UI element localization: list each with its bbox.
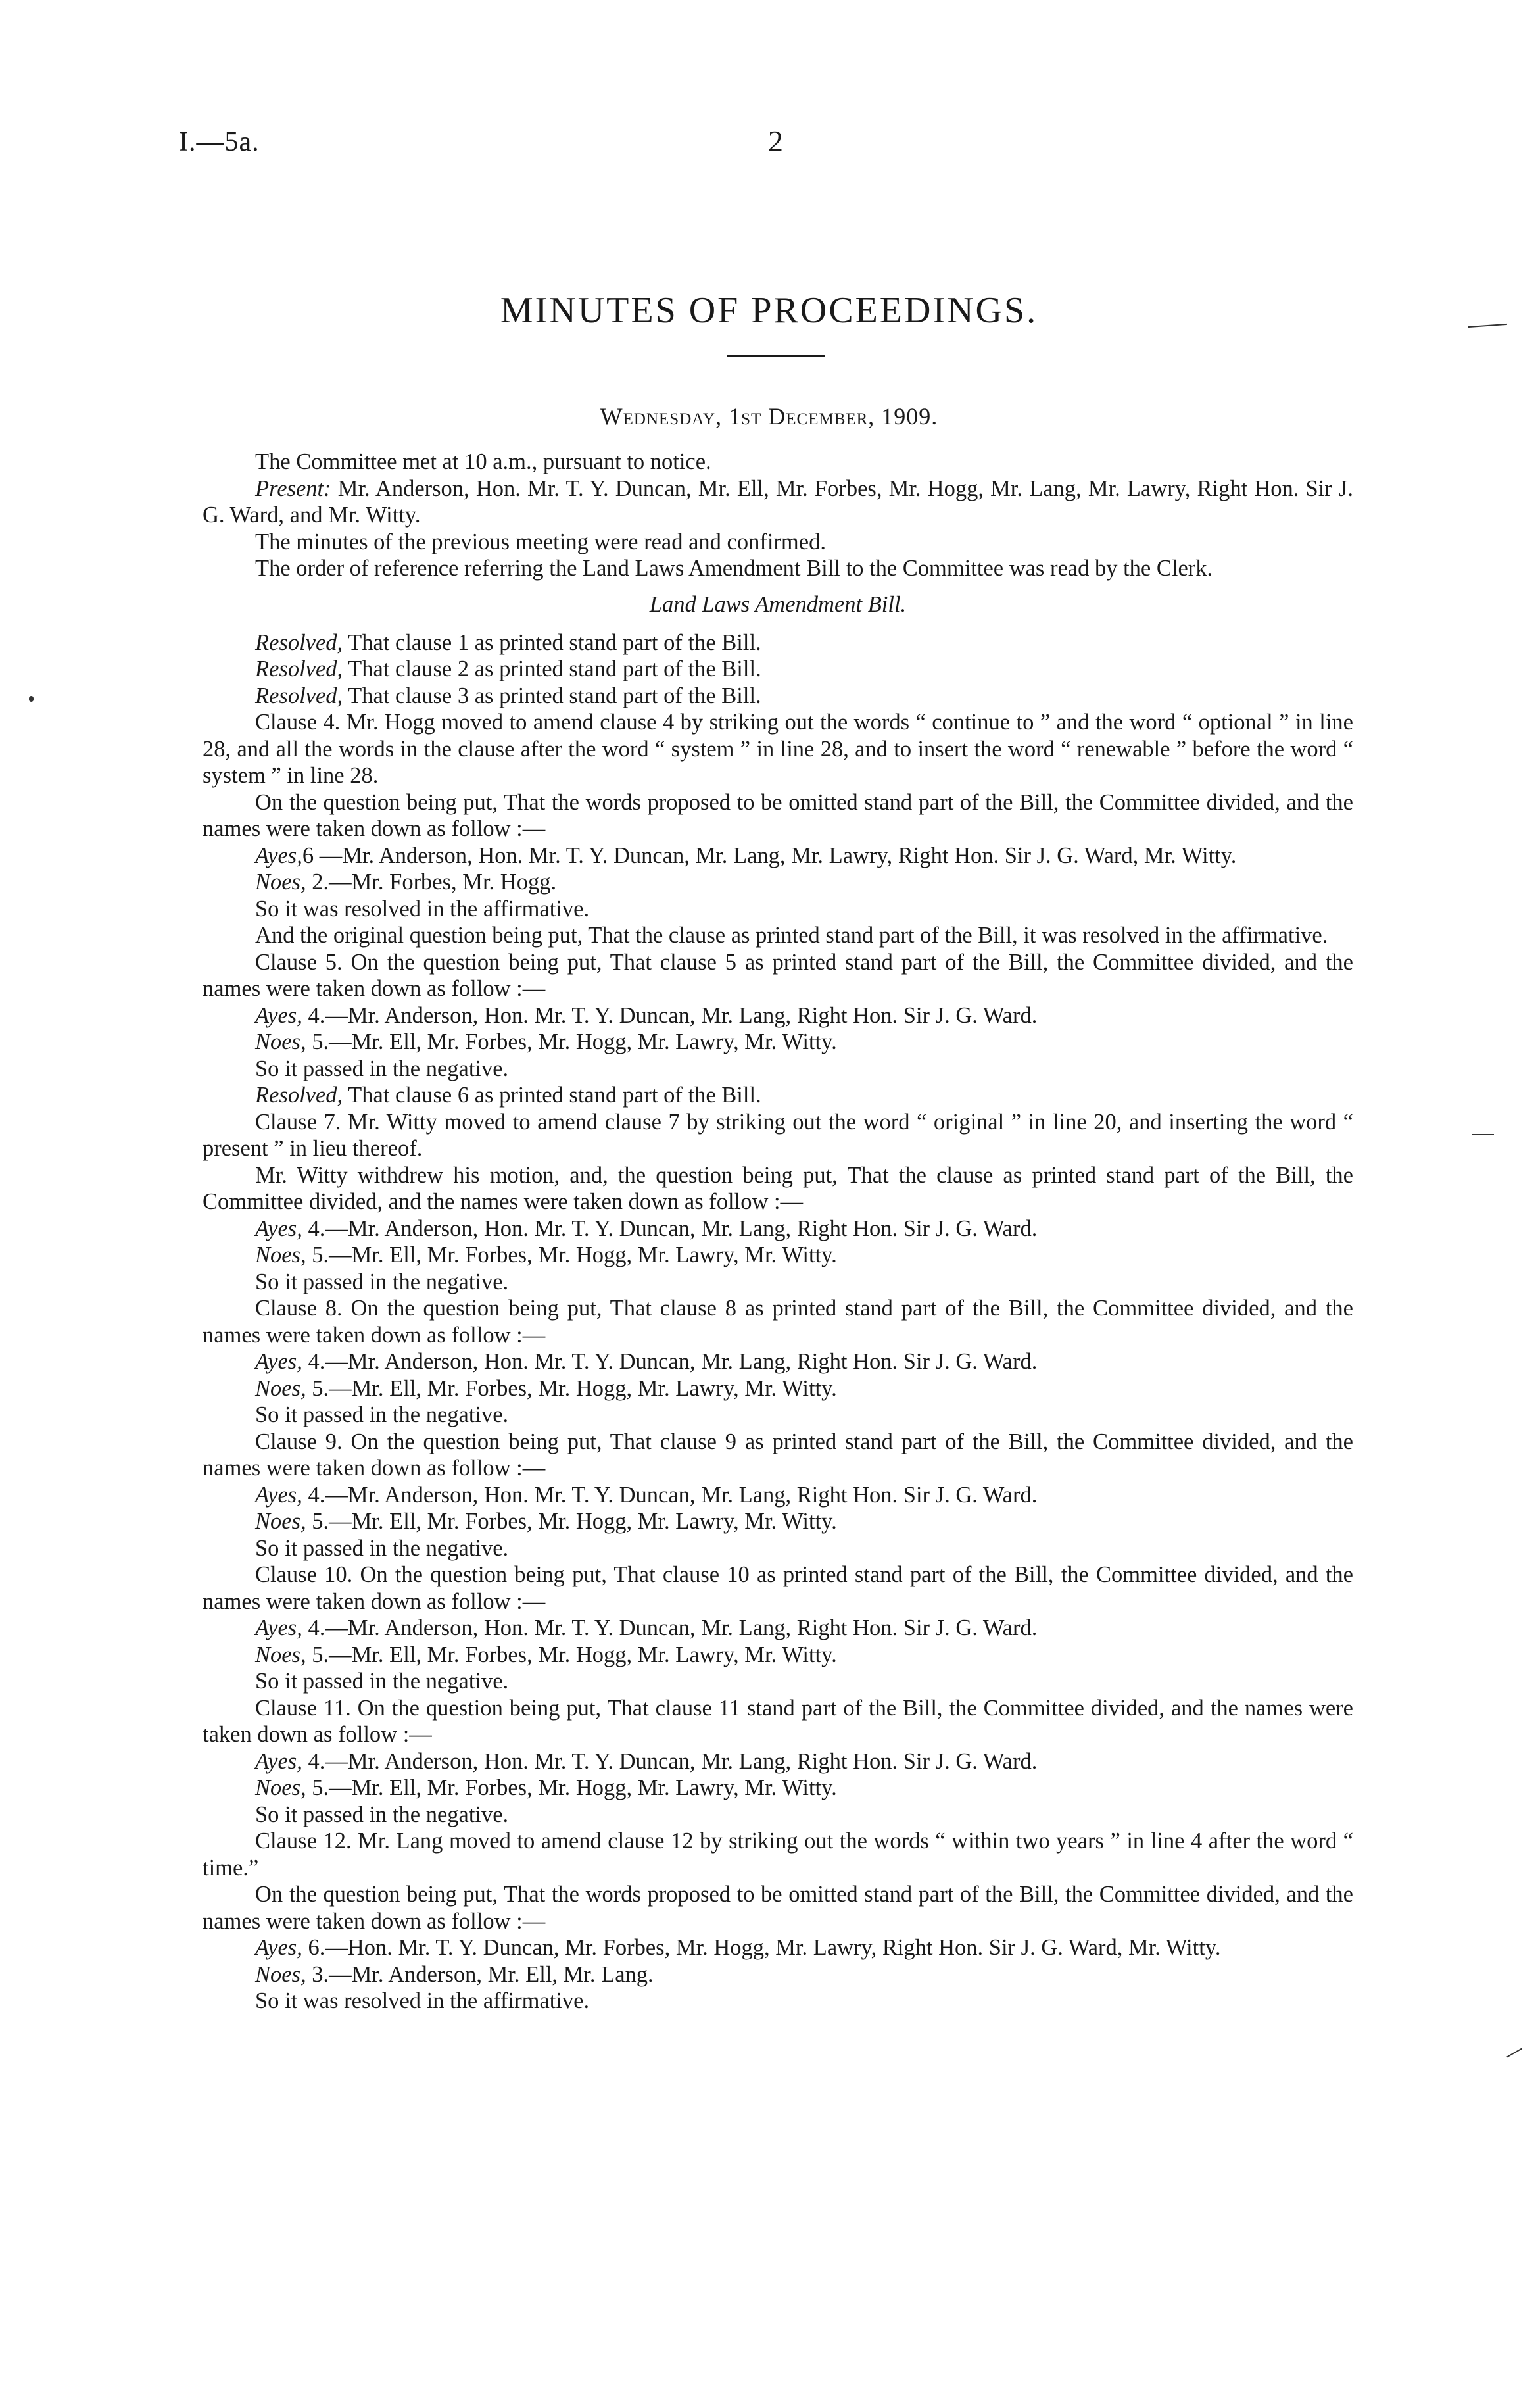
clause-4-motion: Clause 4. Mr. Hogg moved to amend clause 4 by striking out the words “ continue to ” and the word “ optional ” in line 28, and all the words in the clause after the word “ system ” in line 28, and to insert the word “ renewable ” before the word “ system ” in line 28. bbox=[203, 710, 1353, 788]
clause-9-noes bbox=[203, 1508, 1353, 1535]
noes-names: 5.—Mr. Ell, Mr. Forbes, Mr. Hogg, Mr. Lawry, Mr. Witty. bbox=[306, 1642, 837, 1667]
section-title: Land Laws Amendment Bill. bbox=[649, 591, 907, 617]
resolved-label: Resolved, bbox=[255, 1083, 343, 1108]
clause-12-noes bbox=[203, 1961, 1353, 1988]
document-title: MINUTES OF PROCEEDINGS. bbox=[500, 290, 1038, 331]
resolved-text: That clause 3 as printed stand part of the Bill. bbox=[343, 683, 761, 708]
noes-label: Noes, bbox=[255, 1242, 306, 1267]
noes-names: 5.—Mr. Ell, Mr. Forbes, Mr. Hogg, Mr. Lawry, Mr. Witty. bbox=[306, 1775, 837, 1800]
clause-5-result: So it passed in the negative. bbox=[255, 1056, 509, 1081]
ayes-label: Ayes, bbox=[255, 1216, 302, 1241]
clause-10-ayes bbox=[203, 1615, 1353, 1642]
title-rule bbox=[727, 355, 825, 357]
clause-5-question: Clause 5. On the question being put, That clause 5 as printed stand part of the Bill, the Committee divided, and the names were taken down as follow :— bbox=[203, 949, 1353, 1001]
noes-label: Noes, bbox=[255, 1375, 306, 1401]
resolved-text: That clause 6 as printed stand part of the Bill. bbox=[343, 1083, 761, 1108]
clause-9-ayes bbox=[203, 1482, 1353, 1509]
noes-names: 5.—Mr. Ell, Mr. Forbes, Mr. Hogg, Mr. Lawry, Mr. Witty. bbox=[306, 1242, 837, 1267]
clause-10-question: Clause 10. On the question being put, That clause 10 as printed stand part of the Bill, the Committee divided, and the names were taken down as follow :— bbox=[203, 1562, 1353, 1614]
stray-mark-left bbox=[29, 696, 34, 702]
resolved-text: That clause 1 as printed stand part of the Bill. bbox=[343, 629, 761, 655]
clause-10-result: So it passed in the negative. bbox=[255, 1669, 509, 1694]
clause-7-motion: Clause 7. Mr. Witty moved to amend clause 7 by striking out the word “ original ” in line 20, and inserting the word “ present ” in lieu thereof. bbox=[203, 1109, 1353, 1161]
resolved-text: That clause 2 as printed stand part of the Bill. bbox=[343, 656, 761, 681]
present-label: Present: bbox=[255, 476, 331, 501]
resolved-clause-6 bbox=[203, 1082, 1353, 1109]
clause-11-question: Clause 11. On the question being put, That clause 11 stand part of the Bill, the Committee divided, and the names were taken down as follow :— bbox=[203, 1695, 1353, 1747]
ayes-label: Ayes, bbox=[255, 1615, 302, 1640]
ayes-label: Ayes, bbox=[255, 1349, 302, 1374]
noes-names: 3.—Mr. Anderson, Mr. Ell, Mr. Lang. bbox=[306, 1961, 654, 1987]
noes-label: Noes, bbox=[255, 1509, 306, 1534]
resolved-label: Resolved, bbox=[255, 656, 343, 681]
ayes-label: Ayes, bbox=[255, 843, 302, 868]
ayes-names: 4.—Mr. Anderson, Hon. Mr. T. Y. Duncan, Mr. Lang, Right Hon. Sir J. G. Ward. bbox=[302, 1748, 1038, 1774]
resolved-clause-1 bbox=[203, 629, 1353, 656]
clause-4-question: On the question being put, That the words proposed to be omitted stand part of the Bill, the Committee divided, and the names were taken down as follow :— bbox=[203, 789, 1353, 841]
noes-label: Noes, bbox=[255, 870, 306, 895]
resolved-label: Resolved, bbox=[255, 629, 343, 655]
present-names: Mr. Anderson, Hon. Mr. T. Y. Duncan, Mr. Ell, Mr. Forbes, Mr. Hogg, Mr. Lang, Mr. Lawry, Right Hon. Sir J. G. Ward, and Mr. Witty. bbox=[203, 476, 1353, 528]
ayes-names: 4.—Mr. Anderson, Hon. Mr. T. Y. Duncan, Mr. Lang, Right Hon. Sir J. G. Ward. bbox=[302, 1349, 1038, 1374]
page-ref: I.—5a. bbox=[179, 127, 260, 157]
noes-names: 5.—Mr. Ell, Mr. Forbes, Mr. Hogg, Mr. Lawry, Mr. Witty. bbox=[306, 1375, 837, 1401]
resolved-clause-2 bbox=[203, 656, 1353, 683]
resolved-clause-3 bbox=[203, 683, 1353, 710]
ayes-label: Ayes, bbox=[255, 1482, 302, 1508]
clause-12-ayes bbox=[203, 1934, 1353, 1961]
clause-10-noes bbox=[203, 1642, 1353, 1669]
resolved-label: Resolved, bbox=[255, 683, 343, 708]
clause-9-result: So it passed in the negative. bbox=[255, 1535, 509, 1561]
ayes-label: Ayes, bbox=[255, 1935, 302, 1960]
clause-7-noes bbox=[203, 1242, 1353, 1269]
clause-4-result: So it was resolved in the affirmative. bbox=[255, 896, 590, 921]
opening-met: The Committee met at 10 a.m., pursuant to notice. bbox=[255, 449, 711, 474]
ayes-names: 4.—Mr. Anderson, Hon. Mr. T. Y. Duncan, Mr. Lang, Right Hon. Sir J. G. Ward. bbox=[302, 1216, 1038, 1241]
clause-12-question: On the question being put, That the words proposed to be omitted stand part of the Bill, the Committee divided, and the names were taken down as follow :— bbox=[203, 1882, 1353, 1934]
clause-12-motion: Clause 12. Mr. Lang moved to amend clause 12 by striking out the words “ within two years ” in line 4 after the word “ time.” bbox=[203, 1829, 1353, 1880]
stray-mark-right-low bbox=[1506, 2048, 1522, 2058]
date-heading: Wednesday, 1st December, 1909. bbox=[600, 403, 938, 430]
clause-8-question: Clause 8. On the question being put, That clause 8 as printed stand part of the Bill, the Committee divided, and the names were taken down as follow :— bbox=[203, 1296, 1353, 1348]
noes-label: Noes, bbox=[255, 1775, 306, 1800]
ayes-names: 4.—Mr. Anderson, Hon. Mr. T. Y. Duncan, Mr. Lang, Right Hon. Sir J. G. Ward. bbox=[302, 1002, 1038, 1028]
ayes-names: 4.—Mr. Anderson, Hon. Mr. T. Y. Duncan, Mr. Lang, Right Hon. Sir J. G. Ward. bbox=[302, 1482, 1038, 1508]
clause-9-question: Clause 9. On the question being put, That clause 9 as printed stand part of the Bill, the Committee divided, and the names were taken down as follow :— bbox=[203, 1429, 1353, 1481]
opening-minutes-confirmed: The minutes of the previous meeting were read and confirmed. bbox=[255, 529, 826, 554]
stray-mark-right-mid bbox=[1472, 1134, 1494, 1135]
clause-5-noes bbox=[203, 1029, 1353, 1056]
noes-label: Noes, bbox=[255, 1642, 306, 1667]
clause-11-result: So it passed in the negative. bbox=[255, 1802, 509, 1827]
clause-8-result: So it passed in the negative. bbox=[255, 1402, 509, 1427]
clause-12-result: So it was resolved in the affirmative. bbox=[255, 1988, 590, 2013]
opening-order-of-reference: The order of reference referring the Land Laws Amendment Bill to the Committee was read by the Clerk. bbox=[255, 556, 1213, 581]
clause-11-ayes bbox=[203, 1748, 1353, 1775]
noes-label: Noes, bbox=[255, 1029, 306, 1054]
noes-names: 5.—Mr. Ell, Mr. Forbes, Mr. Hogg, Mr. Lawry, Mr. Witty. bbox=[306, 1029, 837, 1054]
clause-8-noes bbox=[203, 1375, 1353, 1402]
clause-11-noes bbox=[203, 1775, 1353, 1802]
opening-present bbox=[203, 476, 1353, 529]
clause-7-result: So it passed in the negative. bbox=[255, 1269, 509, 1294]
clause-5-ayes bbox=[203, 1002, 1353, 1029]
noes-names: 5.—Mr. Ell, Mr. Forbes, Mr. Hogg, Mr. Lawry, Mr. Witty. bbox=[306, 1509, 837, 1534]
clause-4-ayes bbox=[203, 843, 1353, 870]
minutes-body bbox=[203, 449, 1353, 2015]
noes-names: 2.—Mr. Forbes, Mr. Hogg. bbox=[306, 870, 557, 895]
clause-4-original-question: And the original question being put, That the clause as printed stand part of the Bill, it was resolved in the affirmative. bbox=[255, 923, 1328, 948]
ayes-names: 6 —Mr. Anderson, Hon. Mr. T. Y. Duncan, Mr. Lang, Mr. Lawry, Right Hon. Sir J. G. Ward, Mr. Witty. bbox=[302, 843, 1237, 868]
clause-7-question: Mr. Witty withdrew his motion, and, the question being put, That the clause as printed stand part of the Bill, the Committee divided, and the names were taken down as follow :— bbox=[203, 1162, 1353, 1214]
ayes-label: Ayes, bbox=[255, 1748, 302, 1774]
ayes-names: 6.—Hon. Mr. T. Y. Duncan, Mr. Forbes, Mr. Hogg, Mr. Lawry, Right Hon. Sir J. G. Ward, Mr. Witty. bbox=[302, 1935, 1221, 1960]
noes-label: Noes, bbox=[255, 1961, 306, 1987]
clause-7-ayes bbox=[203, 1216, 1353, 1242]
ayes-names: 4.—Mr. Anderson, Hon. Mr. T. Y. Duncan, Mr. Lang, Right Hon. Sir J. G. Ward. bbox=[302, 1615, 1038, 1640]
page-number: 2 bbox=[768, 124, 783, 158]
ayes-label: Ayes, bbox=[255, 1002, 302, 1028]
clause-4-noes bbox=[203, 869, 1353, 896]
clause-8-ayes bbox=[203, 1348, 1353, 1375]
